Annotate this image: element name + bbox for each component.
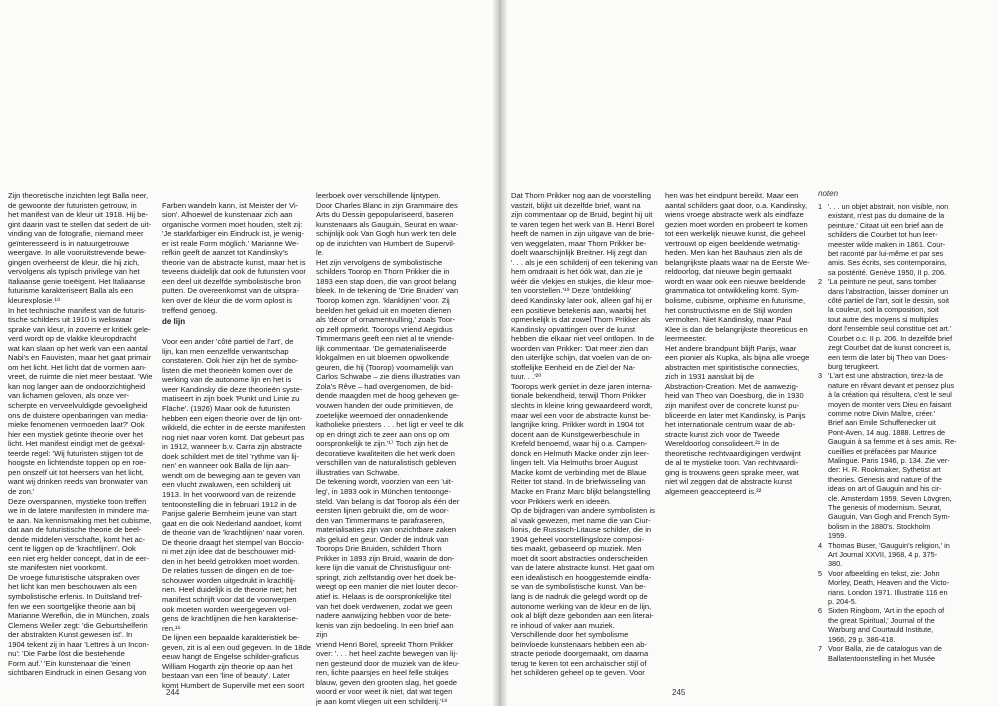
note-text: 'L'art est une abstraction, tirez-la de nature en rêvant devant et pensez plus à la création qui résultera, c'est le seul moyen de monter vers Dieu en faisant comme notre Divin Maître, créer.' Brief aan Emile Schuffenecker uit Pont-Aven, 14 aug. 1888. Lettres de Gauguin à sa femme et à ses amis. Re- cueillies et préfacées par Maurice Malingue. Paris 1946, p. 134. Zie ver- der: H. R. Rookmaker, Sythetist art theories. Genesis and nature of the ideas on art of Gauguin and his cir- cle. Amsterdam 1959. Seven Lövgren, The genesis of modernism. Seurat, Gauguin, Van Gogh and French Sym- bolism in the 1880's. Stockholm 1959. bbox=[828, 371, 957, 541]
left-page bbox=[0, 0, 493, 706]
column-2-intro: Farben wandeln kann, ist Meister der Vi- sion'. Alhoewel de kunstenaar zich aan organische vormen moet houden, stelt zij: 'Je starkfarbiger ein Eindruck ist, je wenig- er ist reale Form möglich.' Marianne We- refkin geeft de aanzet tot Kandinsky's theorie van de abstracte kunst, maar het is teveens duidelijk dat ook de futuristen voor een deel uit dezelfde symbolistische bron putten. De overeenkomst van de uitspra- ken over de kleur die de vorm oplost is treffend genoeg. bbox=[162, 200, 306, 315]
note-number: 1 bbox=[818, 202, 823, 211]
note-number: 4 bbox=[818, 540, 823, 550]
text-column-3: leerboek over verschillende lijntypen. Door Charles Blanc in zijn Grammaire des Arts du Dessin gepopulariseerd, baseren kunstenaars als Gauguin, Seurat en waar- schijnlijk ook Van Gogh hun werk ten dele op de inzichten van Humbert de Supervil- le. Het zijn vervolgens de symbolistische schilders Toorop en Thorn Prikker die in 1893 een stap doen, die van groot belang bleek. In de tekening de 'Drie Bruiden' van Toorop komen zgn. 'klanklijnen' voor. Zij beelden het geluid uit en moeten dienen als 'décor of ornamentvulling,' zoals Toor- op zelf opmerkt. Toorops vriend Aegidius Timmermans geeft een niet al te vriende- lijk commentaar. 'De gematerialiseerde klokgalmen en uit bloemen opwolkende geuren, die hij (Toorop) voornamelijk van Carlos Schwabe – zie diens illustraties van Zola's Rêve – had overgenomen, de bid- dende maagden met de hoog geheven ge- vouwen handen der oude primitieven, de zoetelijke weemoed der onnadenkende katholieke priesters . . . het ligt er veel te dik op en dringt zich te zeer aan ons op om oorspronkelijk te zijn.'¹⁷ Toch zijn het de decoratieve kwaliteiten die het werk doen verschillen van de naturalistisch gebleven illustraties van Schwabe. De tekening wordt, voorzien van een 'uit- leg', in 1893 ook in München tentoonge- steld. Van belang is dat Toorop als één der eersten lijnen gebruikt die, om de woor- den van Timmermans te parafraseren, materialisaties zijn van onzichtbare zaken als geluid en geur. Onder de indruk van Toorops Drie Bruiden, schildert Thorn Prikker in 1893 zijn Bruid, waarin de don- kere lijn die vanuit de Christusfiguur ont- springt, zich zelfstandig over het doek be- weegt op een manier die niet louter decor- atief is. Helaas is de oorspronkelijke titel van het doek verdwenen, zodat we geen nadere aanwijzing hebben voor de bete- kenis van zijn bedoeling. In een brief aan zijn vriend Henri Borel, spreekt Thorn Prikker over: '. . . het heel zachte bewegen van lij- nen gesteund door de muziek van de kleu- ren, lichte paarsjes en heel felle stukjes blauw, geven den grooten slag, het goede woord er voor weet ik niet, dat wat tegen je aan komt vliegen uit een schilderij.'¹⁸ bbox=[316, 191, 464, 706]
page-number-right: 245 bbox=[672, 688, 686, 697]
text-column-1: Zijn theoretische inzichten legt Balla neer, de gewoonte der futuristen getrouw, in het manifest van de kleur uit 1918. Hij be- gint daarin vast te stellen dat sedert de uit- vinding van de fotografie, niemand meer geïnteresseerd is in natuurgetrouwe weergave. In alle vooruitstrevende bewe- gingen overheerst de kleur, die hij zich, vervolgens als typisch privilege van het Italiaanse genie toeëigent. Het Italiaanse futurisme karakteriseert Balla als een kleurexplosie.¹⁸ In het technische manifest van de futuris- tische schilders uit 1910 is weliswaar sprake van kleur, in zoverre er kritiek gele- verd wordt op de vlakke kleuropdracht wat kan slaan op het werk van een aantal Nabi's en Fauvisten, maar het gaat primair om het licht. Het licht dat de vormen aan- vreet, de ruimte die niet meer bestaat. 'Wie kan nog langer aan de ondoorzichtigheid van lichamen geloven, als onze ver- scherpte en verveelvuldigde gevoeligheid ons de duistere openbaringen van media- mieke fenomenen vermoeden laat?' Ook hier een mystiek getinte theorie over het licht. Het manifest eindigt met de geëxal- teerde regel: 'Wij futuristen stijgen tot de hoogste en lichtendste toppen op en roe- pen onszelf uit tot heersers van het licht, want wij drinken reeds van bronwater van de zon.' Deze overspannen, mystieke toon treffen we in de latere manifesten in mindere ma- te aan. Na kennismaking met het cubisme, dat aan de futuristische theorie de beel- dende middelen verschafte, komt het ac- cent te liggen op de 'krachtlijnen'. Ook een niet erg helder concept, dat in de eer- ste manifesten niet voorkomt. De vroege futuristische uitspraken over het licht kan men beschouwen als een symbolistische erfenis. In Duitsland tref- fen we een soortgelijke theorie aan bij Marianne Werefkin, die in München, zoals Clemens Weiler zegt: 'die Geburtshelferin der abstrakten Kunst gewesen ist'. In 1904 tekent zij in haar 'Lettres à un Incon- nu': 'Die Farbe löst die bestehende Form auf.' 'Ein kunstenaar die 'einen sichtbaren Eindruck in einen Gesang von bbox=[8, 191, 153, 678]
note-item bbox=[818, 644, 968, 663]
note-text: Voor Balla, zie de catalogus van de Ballatentoonstelling in het Musée bbox=[828, 644, 942, 663]
note-text: 'La peinture ne peut, sans tomber dans l'abstraction, laisser dominer un côté partiel de l'art, soit le dessin, soit la couleur, soit la composition, soit tout autre des moyens si multiples dont l'ensemble seul constitue cet art.' Courbet o.c. II p. 206. In dezelfde brief zegt Courbet dat de kunst concreet is, een term die later bij Theo van Does- burg terugkeert. bbox=[828, 277, 953, 371]
note-item bbox=[818, 202, 968, 277]
note-text: Thomas Buser, 'Gauguin's religion,' in Art Journal XXVII, 1968, 4 p. 375- 380. bbox=[828, 540, 950, 569]
note-number: 2 bbox=[818, 277, 823, 287]
column-2-body: Voor een ander 'côté partiel de l'art', de lijn, kan men eenzelfde verwantschap constateren. Ook hier zijn het de symbo- listen die met theorieën komen over de werking van de autonome lijn en het is weer Kandinsky die deze theorieën syste- matiseert in zijn boek 'Punkt und Linie zu Fläche'. (1926) Maar ook de futuristen hebben een eigen theorie over de lijn ont- wikkeld, die echter in de eerste manifesten nog niet naar voren komt. Dat gebeurt pas in 1912, wanneer b.v. Carra zijn abstracte doek schildert met de titel 'rythme van lij- nen' en wanneer ook Balla de lijn aan- wendt om de beweging aan te geven van een vlucht zwaluwen, een schilderij uit 1913. In het voorwoord van de reizende tentoonstelling die in februari 1912 in de Parijse galerie Bernheim jeune van start gaat en die ook Nederland aandoet, komt de theorie van de 'krachtlijnen' naar voren. De theorie draagt het stempel van Boccio- ni met zijn idee dat de beschouwer mid- den in het beeld getrokken moet worden. De relaties tussen de dingen en de toe- schouwer worden uitgedrukt in krachtlij- nen. Heel duidelijk is de theorie niet; het manifest schrijft voor dat de voorwerpen ook moeten worden weergegeven vol- gens de krachtlijnen die hen karakterise- ren.¹⁶ De lijnen een bepaalde karakteristiek be- geven, zit is al een oud gegeven. In de 18de eeuw hangt de Engelse schilder-graficus William Hogarth zijn theorie op aan het bestaan van een 'line of beauty'. Later komt Humbert de Superville met een soort bbox=[162, 337, 312, 690]
note-item bbox=[818, 569, 968, 607]
note-text: '. . . un objet abstrait, non visible, non existant, n'est pas du domaine de la peinture.' Citaat uit een brief aan de schilders die Courbet tot hun leer- meester wilde maken in 1861. Cour- bet raconté par lui-même et par ses amis. Ses écrits, ses contemporains, sa postérité. Genève 1950, II p. 206. bbox=[828, 202, 949, 277]
note-number: 5 bbox=[818, 568, 823, 578]
text-column-2 bbox=[162, 191, 312, 690]
text-column-4: Dat Thorn Prikker nog aan de voorstelling vastzit, blijkt uit dezelfde brief, want na zijn commentaar op de Bruid, begint hij uit te varen tegen het werk van B. Henri Borel heeft de namen in zijn uitgave van de brie- ven weggelaten, maar Thorn Prikker be- doelt waarschijnlijk Breitner. Hij zegt dan '. . . als je een schilderij of een tekening van hem omdraait is het óók wat, dan zie je wéér die vlekjes en stukjes, die kleur moe- ten voorstellen.'¹⁹ Deze 'ontdekking' deed Kandinsky later ook, alleen gaf hij er een positieve betekenis aan, waarbij het opmerkelijk is dat zowel Thorn Prikker als Kandinsky opvattingen over de kunst hebben die elkaar niet veel ontlopen. In de woorden van Prikker: 'Dat meer zien dan den uiterlijke schijn, dat voelen van de on- stoffelijke Eenheid en de Ziel der Na- tuur. . .'²⁰ Toorops werk geniet in deze jaren interna- tionale bekendheid, terwijl Thorn Prikker slechts in kleine kring gewaardeerd wordt, maar wel een voor de abstracte kunst be- langrijke kring. Prikker wordt in 1904 tot docent aan de Kunstgewerbeschule in Krefeld benoemd, waar hij o.a. Campen- donck en Helmuth Macke onder zijn leer- lingen telt. Via Helmuths broer August Macke komt de verbinding met de Blaue Reiter tot stand. In de briefwisseling van Macke en Franz Marc blijkt belangstelling voor Prikkers werk en ideeën. Op de bijdragen van andere symbolisten is al vaak gewezen, met name die van Ciur- lionis, de Russisch-Litause schilder, die in 1904 geheel voorstellingsloze composi- ties maakt, gebaseerd op muziek. Men moet dit soort abstracties onderscheiden van de latere abstracte kunst. Het gaat om een idealistisch en hooggestemde eindfa- se van de symbolistische kunst. Van be- lang is de nadruk die gelegd wordt op de autonome werking van de kleur en de lijn, ook al blijft deze gebonden aan een literai- re inhoud of vaker aan muziek. Verschillende door het symbolisme beïnvloede kunstenaars hebben een ab- stracte periode doorgemaakt, om daarna terug te keren tot een archaïscher stijl of het schilderen geheel op te geven. Voor bbox=[511, 191, 658, 678]
notes-list bbox=[818, 202, 968, 663]
note-item bbox=[818, 606, 968, 644]
text-column-5: hen was het eindpunt bereikt. Maar een aantal schilders gaat door, o.a. Kandinsky, wiens vroege abstracte werk als eindfaze gezien moet worden en probeert te komen tot een werkelijk nieuwe kunst, die geheel vertrouwt op eigen beeldende wetmatig- heden. Men kan het Bauhaus zien als de belangrijkste plaats waar na de Eerste We- reldoorlog, dat nieuwe begin gemaakt wordt en waar ook een nieuwe beeldende grammatica tot ontwikkeling komt. Sym- bolisme, cubisme, orphisme en futurisme, het constructivisme en de Stijl worden vermolten. Niet Kandinsky, maar Paul Klee is dan de belangrijkste theoreticus en leermeester. Het andere brandpunt blijft Parijs, waar een pionier als Kupka, als bijna alle vroege abstracten met spiritistische connecties, zich in 1931 aansluit bij de Abstraction-Creation. Met de aanwezig- heid van Theo van Doesburg, die in 1930 zijn manifest over de concrete kunst pu- bliceerde en later met Kandinsky, is Parijs het internationale centrum waar de ab- stracte kunst zich voor de Tweede Wereldoorlog consolideert.²¹ In de theoretische rechtvaardigingen verdwijnt de al te mystieke toon. Van rechtvaardi- ging is trouwens geen sprake meer, wat niet wil zeggen dat de abstracte kunst algemeen geaccepteerd is.²² bbox=[665, 191, 810, 496]
note-number: 7 bbox=[818, 644, 823, 654]
note-item bbox=[818, 541, 968, 569]
note-item bbox=[818, 277, 968, 371]
note-text: Voor afbeelding en tekst, zie: John Morley, Death, Heaven and the Victo- rians. London 1971. Illustratie 116 en p. 204-5. bbox=[828, 568, 950, 607]
note-number: 3 bbox=[818, 371, 823, 381]
note-number: 6 bbox=[818, 606, 823, 616]
note-item bbox=[818, 371, 968, 540]
page-number-left: 244 bbox=[166, 688, 180, 697]
section-heading: de lijn bbox=[162, 317, 186, 327]
book-gutter bbox=[493, 0, 507, 706]
note-text: Sixten Ringbom, 'Art in the epoch of the great Spiritual,' Journal of the Warburg and Courtauld Institute, 1966, 29 p. 386-418. bbox=[828, 606, 945, 644]
notes-title: noten bbox=[818, 189, 839, 198]
